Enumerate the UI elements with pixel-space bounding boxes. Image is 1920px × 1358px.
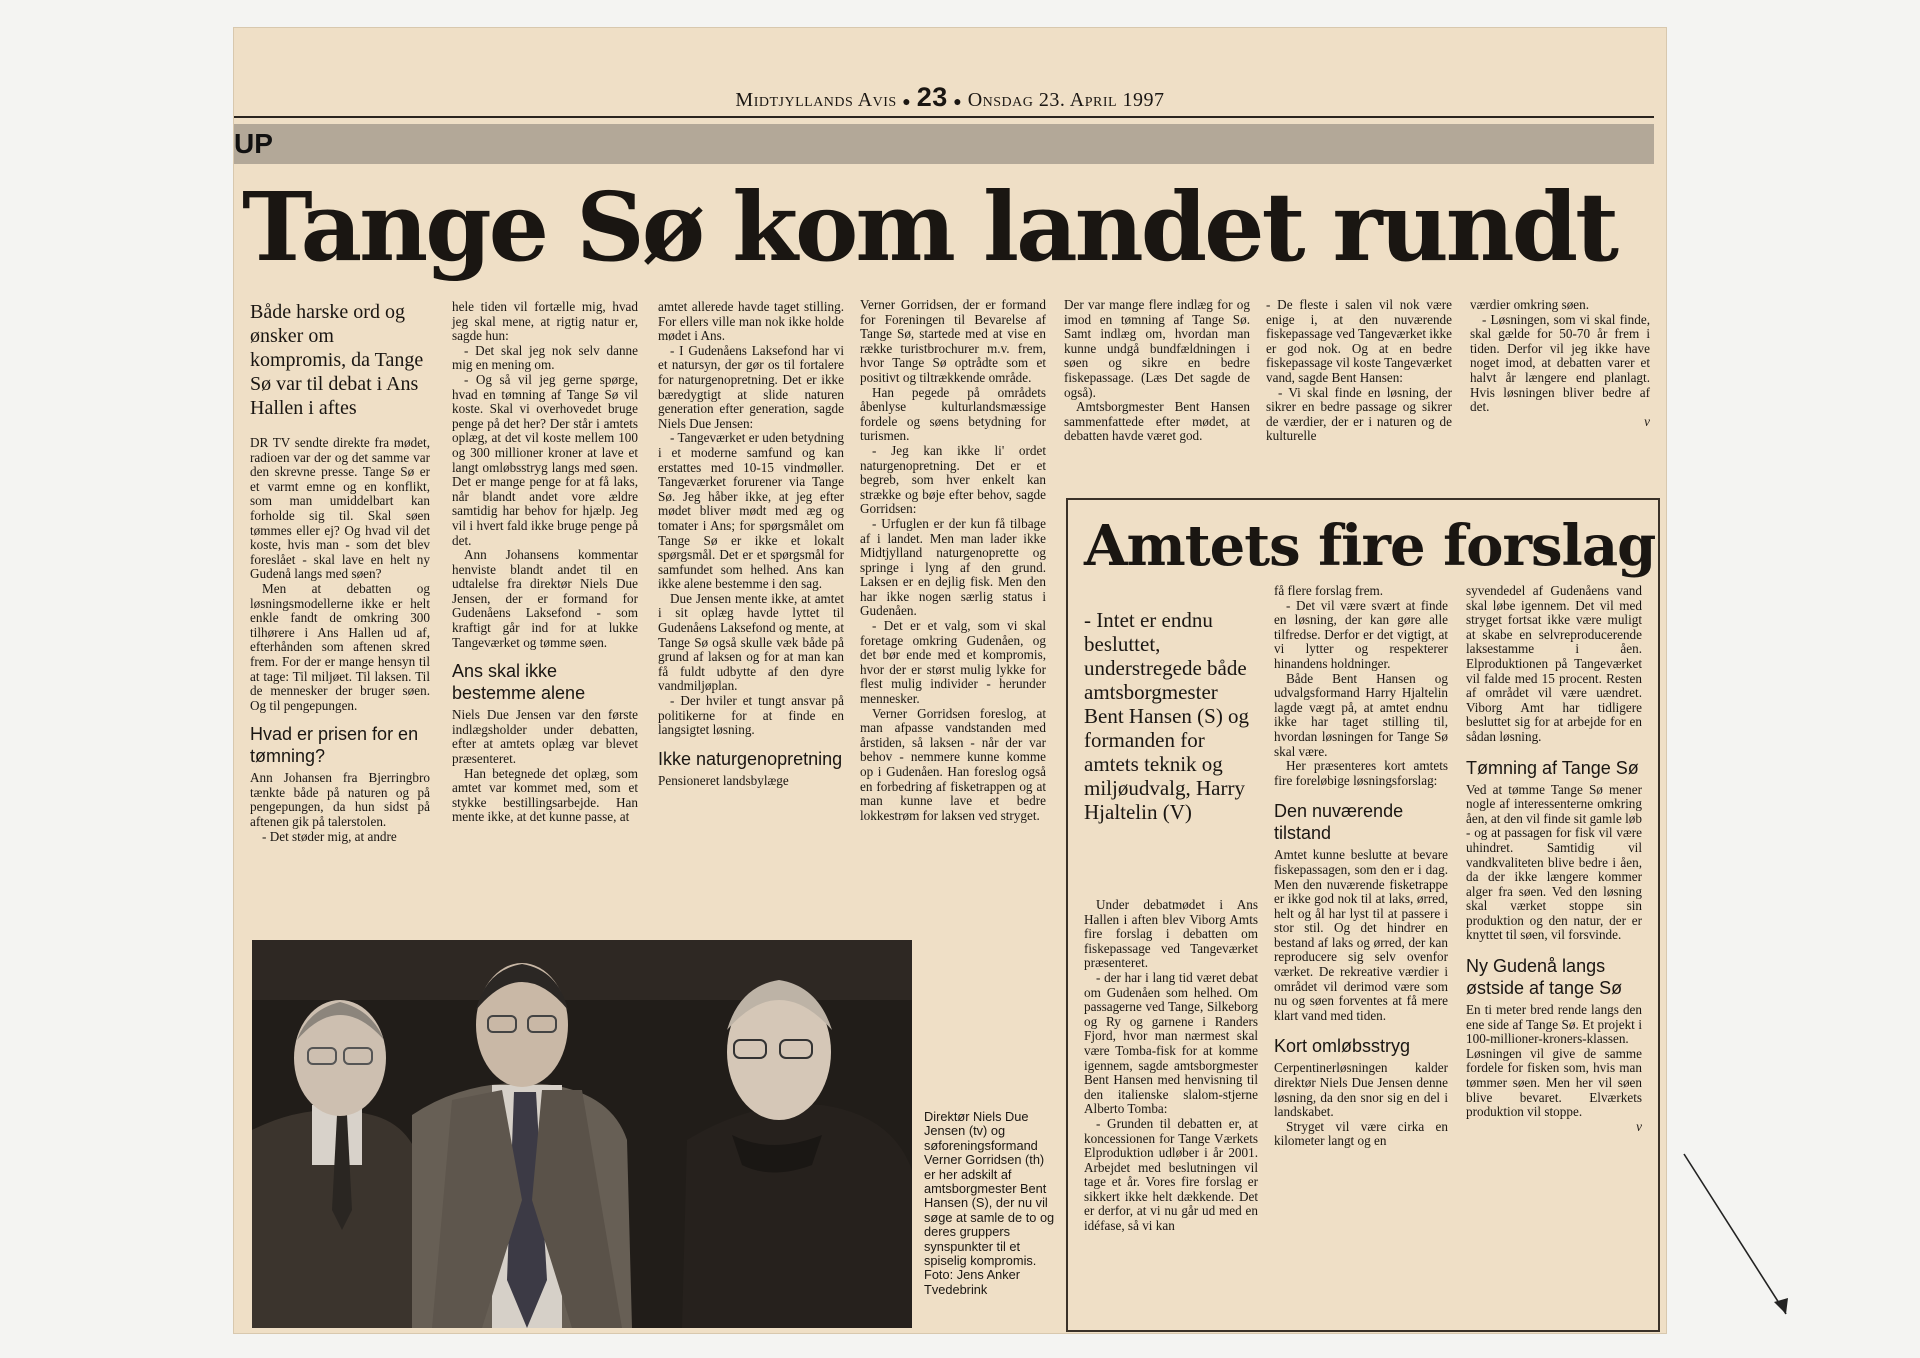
column-4 [860, 298, 1046, 823]
col3-paragraph: - I Gudenåens Laksefond har vi et natursyn, der gør os til fortalere for naturgenopretning. Det er ikke bæredygtigt at slide naturen generation efter generation, sagde Niels Due Jensen: [658, 342, 844, 431]
column-2 [452, 300, 638, 825]
col4-paragraph: - Det er et valg, som vi skal foretage omkring Gudenåen, og det bør ende med et kompromis, hvor der er størst mulig lykke for flest mulig individer - herunder mennesker. [860, 618, 1046, 707]
col5-paragraph: Der var mange flere indlæg for og imod en tømning af Tange Sø. Samt indlæg om, hvordan man kunne undgå bundfældningen i søen og sikre en bedre fiskepassage. (Læs Det sagde de også). [1064, 297, 1250, 400]
col1-paragraph: Ann Johansen fra Bjerringbro tænkte både på naturen og på pengepungen, da hun sidst på aftenen gik på talerstolen. [250, 770, 430, 830]
col2-paragraph: - Og så vil jeg gerne spørge, hvad en tømning af Tange Sø vil koste. Skal vi overhovedet bruge penge på det her? Der står i amtets oplæg, at det vil koste mellem 100 og 300 millioner kroner at lave et langt omløbsstryg langs med søen. Det er mange penge for at få laks, når blandt andet vore ældre samtidig har behov for hjælp. Jeg vil i hvert fald ikke bruge penge på det. [452, 371, 638, 548]
section-label: UP [234, 128, 273, 159]
lead-text: Både harske ord og ønsker om kompromis, da Tange Sø var til debat i Ans Hallen i aftes [250, 301, 424, 419]
col3-subheading: Ikke naturgenopretning [658, 748, 843, 769]
col7-signature: v [1644, 413, 1650, 429]
box-c2-paragraph: Både Bent Hansen og udvalgsformand Harry Hjaltelin lagde vægt på, at amtet endnu ikke har taget stilling til, hvordan løsningen for Tange Sø skal være. [1274, 670, 1448, 759]
col3-paragraph: amtet allerede havde taget stilling. For ellers ville man nok ikke holde mødet i Ans. [658, 299, 844, 344]
col3-paragraph: - Tangeværket er uden betydning i et moderne samfund og kan erstattes med 10-15 vindmøller. Tangeværket forurener via Tange Sø. Jeg håber ikke, at jeg efter mødet bliver mødt med æg og tomater i Ans; for spørgsmålet om Tange Sø er ikke et lokalt spørgsmål. Det er et spørgsmål for samfundet som helhed. Ans kan ikke alene bestemme i den sag. [658, 430, 844, 592]
box-c3-subheading: Ny Gudenå langs østside af tange Sø [1466, 956, 1623, 999]
box-c3-signature: v [1636, 1118, 1642, 1134]
col1-paragraph: - Det støder mig, at andre [262, 828, 397, 844]
col1-subheading: Hvad er prisen for en tømning? [250, 724, 419, 767]
arrow-mark [1680, 1150, 1800, 1330]
box-c3-paragraph: Ved at tømme Tange Sø mener nogle af interessenterne omkring åen, at den vil finde sit gamle løb - og at passagen for fisk vil være uhindret. Samtidig vil vandkvaliteten blive bedre i åen, da der ikke længere kommer alger fra søen. Ved den løsning skal værket stoppe sin produktion og den natur, der er knyttet til søen, vil forsvinde. [1466, 781, 1642, 943]
col3-paragraph: - Der hviler et tungt ansvar på politikerne for at finde en langsigtet løsning. [658, 693, 844, 738]
box-c1-paragraph: - Grunden til debatten er, at koncessionen for Tange Værkets Elproduktion udløber i år 2001. Arbejdet med beslutningen vil tage et år. Vores fire forslag er sikkert ikke helt dækkende. Det er derfor, at vi nu går ud med en idéfase, så vi kan [1084, 1115, 1258, 1234]
column-3 [658, 300, 844, 788]
box-c1-paragraph: - der har i lang tid været debat om Gudenåen som helhed. Om passagerne ved Tange, Silkeborg og Ry og garnene i Randers Fjord, hvor man nærmest skal være Tomba-fisk for at komme igennem, sagde amtsborgmester Bent Hansen med henvisning til den italienske slalom-stjerne Alberto Tomba: [1084, 969, 1258, 1117]
col3-paragraph: Due Jensen mente ikke, at amtet i sit oplæg havde lyttet til Gudenåens Laksefond og mente, at Tange Sø også skulle væk både på grund af laksen og for at man kan få fuldt udbytte af den dyre vandmiljøplan. [658, 590, 844, 694]
col3-paragraph: Pensioneret landsbylæge [658, 772, 789, 788]
bullet-1: ● [902, 95, 912, 110]
newspaper-clipping [234, 28, 1666, 1333]
news-photo [252, 940, 912, 1328]
section-band [234, 124, 1654, 164]
col2-paragraph: Ann Johansens kommentar henviste blandt andet til en udtalelse fra direktør Niels Due Jensen, der er formand for Gudenåens Laksefond - som kraftigt går ind for at lukke Tangeværket og tømme søen. [452, 547, 638, 650]
sidebar-box [1066, 498, 1660, 1332]
photo-illustration [252, 940, 912, 1328]
headline: Tange Sø kom landet rundt [242, 172, 1617, 283]
col4-paragraph: Han pegede på områdets åbenlyse kulturlandsmæssige fordele og søens betydning for turismen. [860, 384, 1046, 444]
column-7 [1470, 298, 1650, 429]
page-number: 23 [916, 82, 948, 112]
box-c3-paragraph: En ti meter bred rende langs den ene side af Tange Sø. Et projekt i 100-millioner-kroners-klassen. Løsningen vil give de samme fordele for fisken som, hvis man tømmer søen. Men her vil søen blive bevaret. Elværkets produktion vil stoppe. [1466, 1002, 1642, 1120]
col2-subheading: Ans skal ikke bestemme alene [452, 661, 586, 704]
col4-paragraph: - Urfuglen er der kun få tilbage af i landet. Men man lader ikke Midtjylland naturgenoprette og springe i lyng af den grund. Laksen er en dejlig fisk. Men den har ikke nogen særlig status i Gudenåen. [860, 515, 1046, 619]
box-column-3 [1466, 584, 1642, 1134]
col6-paragraph: - De fleste i salen vil nok være enige i, at den nuværende fiskepassage ved Tangeværket ikke er god nok. Og at en bedre fiskepassage vil koste Tangeværket vand, sagde Bent Hansen: [1266, 297, 1452, 385]
col7-paragraph: - Løsningen, som vi skal finde, skal gælde for 50-70 år frem i tiden. Derfor vil jeg ikke have noget imod, at debatten varer et halvt år længere end planlagt. Hvis løsningen bliver bedre af det. [1470, 311, 1650, 415]
column-5 [1064, 298, 1250, 444]
box-c3-subheading: Tømning af Tange Sø [1466, 757, 1639, 778]
box-c2-paragraph: Stryget vil være cirka en kilometer langt og en [1274, 1118, 1448, 1149]
photo-caption: Direktør Niels Due Jensen (tv) og søforeningsformand Verner Gorridsen (th) er her adskilt af amtsborgmester Bent Hansen (S), der nu vil søge at samle de to og deres gruppers synspunkter til et spiselig kompromis. Foto: Jens Anker Tvedebrink [924, 1109, 1055, 1297]
col5-paragraph: Amtsborgmester Bent Hansen sammenfattede efter mødet, at debatten havde været god. [1064, 399, 1250, 444]
box-column-2 [1274, 584, 1448, 1149]
col2-paragraph: Han betegnede det oplæg, som amtet var kommet med, som et stykke bestillingsarbejde. Han mente ikke, at det kunne passe, at [452, 765, 638, 825]
bullet-2: ● [953, 95, 963, 110]
col1-paragraph: Men at debatten og løsningsmodellerne ikke er helt enkle fandt de omkring 300 tilhørere i Ans Hallen ud af, efterhånden som aftenen skred frem. For der er mange hensyn til at tage: Til miljøet. Til laksen. Til de mennesker der bruger søen. Og til pengepungen. [250, 580, 430, 713]
box-c2-subheading: Kort omløbsstryg [1274, 1036, 1411, 1057]
col1-paragraph: DR TV sendte direkte fra mødet, radioen var der og det samme var den skrevne presse. Tange Sø er et varmt emne og en konflikt, som man umiddelbart kan forholde sig til. Skal søen tømmes eller ej? Og hvad vil det koste, hvis man - som det blev foreslået - skal lave en helt ny Gudenå langs med søen? [250, 435, 430, 582]
issue-date: Onsdag 23. April 1997 [967, 89, 1165, 111]
paper-name: Midtjyllands Avis [735, 89, 897, 111]
col4-paragraph: - Jeg kan ikke li' ordet naturgenopretning. Det er et begreb, som hver enkelt kan strække og bøje efter behov, sagde Gorridsen: [860, 442, 1046, 517]
col2-paragraph: Niels Due Jensen var den første indlægsholder under debatten, efter at amtets oplæg var blevet præsenteret. [452, 707, 638, 767]
box-c2-paragraph: Amtet kunne beslutte at bevare fiskepassagen, som den er i dag. Men den nuværende fisketrappe er ikke god nok til at laks, ørred, helt og ål har lyst til at passere i stor stil. Og det hindrer en bestand af laks og ørred, der kan reproducere sig selv ovenfor værket. De rekreative værdier i området vil derimod være som nu og søen forventes at få mere klart vand med tiden. [1274, 847, 1448, 1023]
col2-paragraph: hele tiden vil fortælle mig, hvad jeg skal mene, at rigtig natur er, sagde hun: [452, 299, 638, 344]
col6-paragraph: - Vi skal finde en løsning, der sikrer en bedre passage og sikrer de værdier, der er i naturen og de kulturelle [1266, 384, 1452, 444]
box-c2-subheading: Den nuværende tilstand [1274, 801, 1404, 844]
box-c2-paragraph: Cerpentinerløsningen kalder direktør Niels Due Jensen denne løsning, da den snor sig en del i landskabet. [1274, 1060, 1448, 1120]
top-rule [234, 116, 1654, 118]
box-c2-paragraph: Her præsenteres kort amtets fire foreløbige løsningsforslag: [1274, 758, 1448, 788]
box-c2-paragraph: - Det vil være svært at finde en løsning, der kan gøre alle tilfredse. Derfor er det vigtigt, at vi lytter og respekterer hinandens holdninger. [1274, 597, 1448, 671]
col4-paragraph: Verner Gorridsen, der er formand for Foreningen til Bevarelse af Tange Sø, startede med at vise en række turistbrochurer m.v. frem, hvor Tange Sø optrådte som et positivt og tiltrækkende område. [860, 297, 1046, 385]
column-1 [250, 436, 430, 844]
col2-paragraph: - Det skal jeg nok selv danne mig en mening om. [452, 342, 638, 373]
box-c2-paragraph: få flere forslag frem. [1274, 583, 1384, 598]
box-column-1 [1084, 898, 1258, 1234]
box-c3-paragraph: syvendedel af Gudenåens vand skal løbe igennem. Det vil med stryget fortsat ikke være muligt at skabe en selvreproducerende laksestamme i åen. Elproduktionen på Tangeværket vil falde med 15 procent. Resten af området vil være uændret. Viborg Amt har tidligere besluttet sig for at arbejde for en sådan løsning. [1466, 583, 1642, 744]
col4-paragraph: Verner Gorridsen foreslog, at man afpasse vandstanden med årstiden, så laksen - når der var behov - nemmere kunne komme op i Gudenåen. Han foreslog også en forbedring af fisketrappen og at man kunne lave et bedre lokkestrøm for laksen ved stryget. [860, 705, 1046, 823]
box-headline: Amtets fire forslag [1084, 513, 1656, 579]
col7-paragraph: værdier omkring søen. [1470, 297, 1590, 312]
box-c1-paragraph: Under debatmødet i Ans Hallen i aften blev Viborg Amts fire forslag i debatten om fiskepassage ved Tangeværket præsenteret. [1084, 897, 1258, 971]
box-lead: - Intet er endnu besluttet, understregede både amtsborgmester Bent Hansen (S) og formanden for amtets teknik og miljøudvalg, Harry Hjaltelin (V) [1084, 608, 1250, 824]
masthead [234, 82, 1666, 113]
column-6 [1266, 298, 1452, 444]
